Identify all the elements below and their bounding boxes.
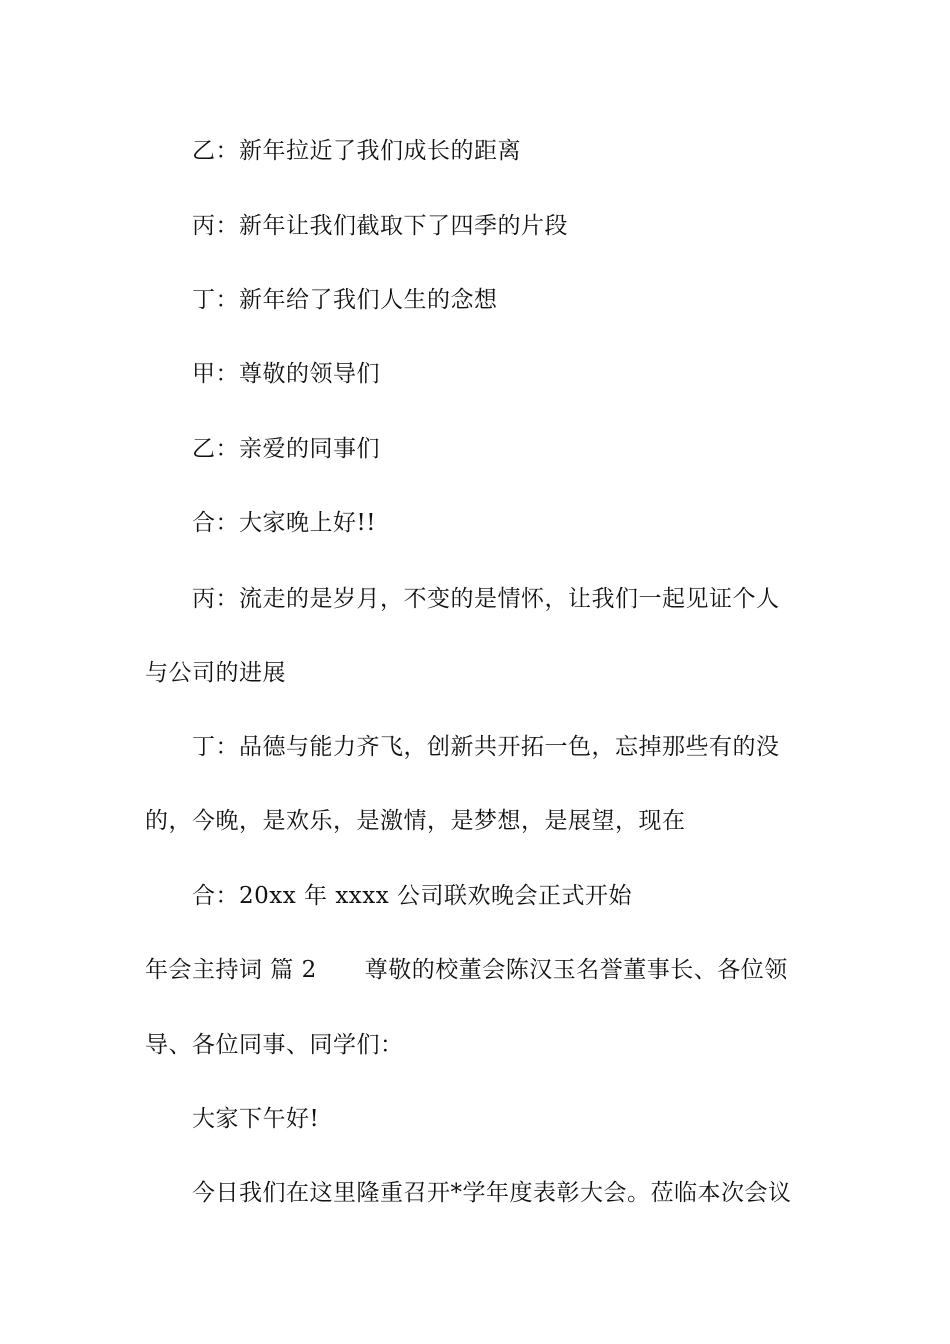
paragraph-line: 乙：亲爱的同事们 xyxy=(192,436,380,462)
paragraph-line: 丁：新年给了我们人生的念想 xyxy=(192,287,498,313)
section-first-line: 尊敬的校董会陈汉玉名誉董事长、各位领 xyxy=(364,957,788,983)
paragraph-line: 丙：新年让我们截取下了四季的片段 xyxy=(192,213,568,239)
section-heading: 年会主持词 篇 2 xyxy=(145,957,317,983)
paragraph-line: 丙：流走的是岁月，不变的是情怀，让我们一起见证个人 xyxy=(192,586,780,612)
section-heading-line xyxy=(145,955,810,985)
paragraph-line: 与公司的进展 xyxy=(145,660,286,686)
paragraph-line: 合：大家晚上好!! xyxy=(192,510,376,536)
paragraph-line: 导、各位同事、同学们： xyxy=(145,1032,404,1058)
paragraph-line: 乙：新年拉近了我们成长的距离 xyxy=(192,138,521,164)
paragraph-line: 甲：尊敬的领导们 xyxy=(192,361,380,387)
paragraph-line: 大家下午好! xyxy=(192,1106,320,1132)
paragraph-line: 合：20xx 年 xxxx 公司联欢晚会正式开始 xyxy=(192,883,633,909)
paragraph-line: 今日我们在这里隆重召开*学年度表彰大会。莅临本次会议 xyxy=(192,1180,792,1206)
paragraph-line: 的，今晚，是欢乐，是激情，是梦想，是展望，现在 xyxy=(145,808,686,834)
paragraph-line: 丁：品德与能力齐飞，创新共开拓一色，忘掉那些有的没 xyxy=(192,734,780,760)
